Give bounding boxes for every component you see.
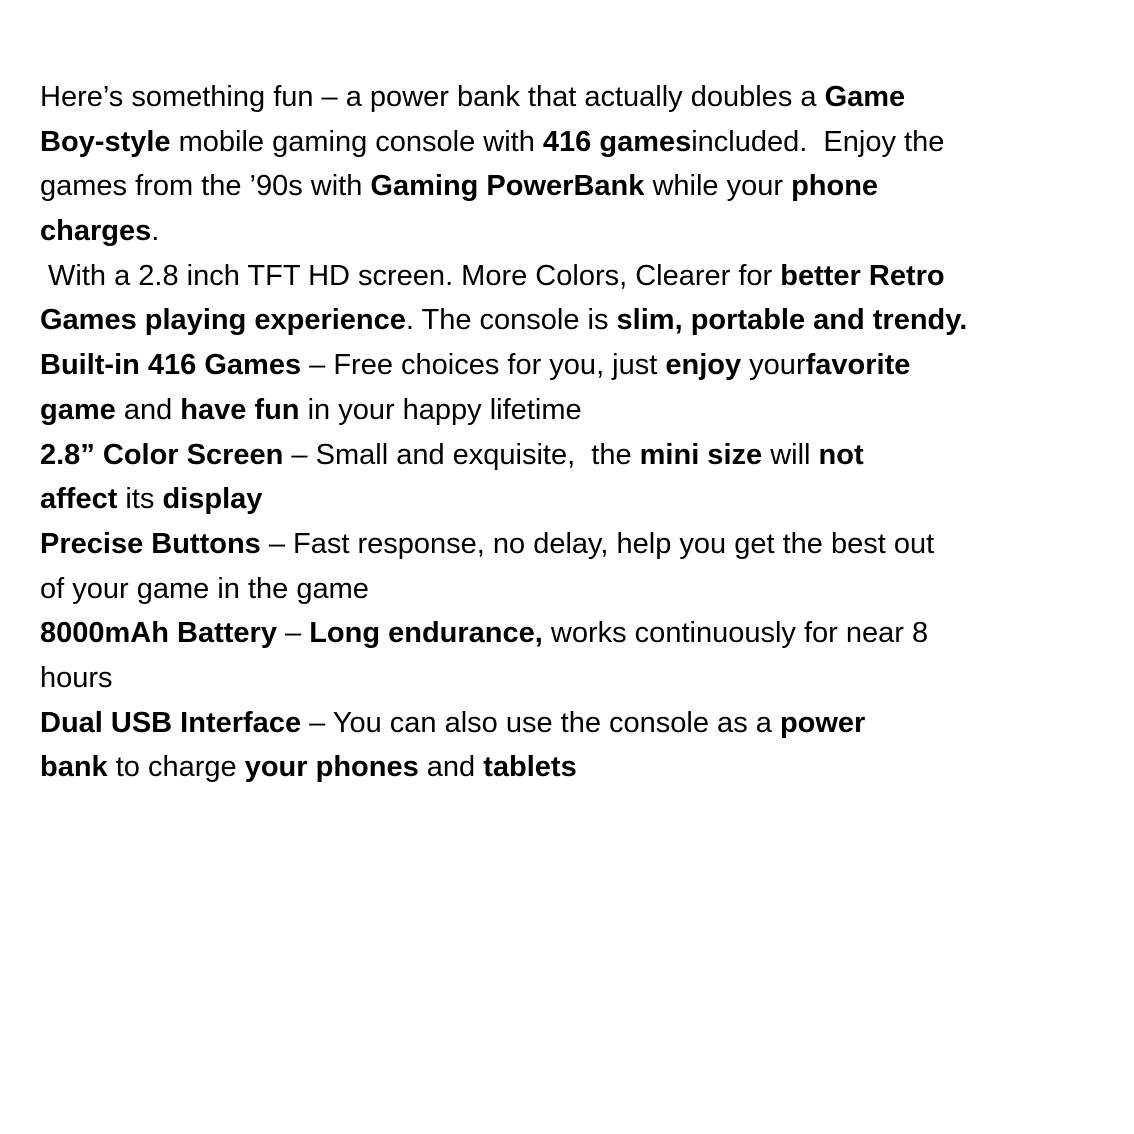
- bold-text-run: Long endurance,: [309, 617, 543, 650]
- text-run: works continuously for near 8: [542, 617, 929, 650]
- text-run: in your happy lifetime: [299, 393, 582, 426]
- bold-text-run: tablets: [483, 751, 577, 784]
- text-run: – Fast response, no delay, help you get the best out: [260, 527, 935, 560]
- text-run: . The console is: [405, 304, 617, 337]
- text-line: [40, 254, 1125, 299]
- bold-text-run: enjoy: [665, 349, 742, 382]
- bold-text-run: display: [162, 483, 263, 516]
- text-line: [40, 75, 1125, 120]
- text-line: [40, 164, 1125, 209]
- bold-text-run: your phones: [244, 751, 419, 784]
- bold-text-run: favorite: [805, 349, 911, 382]
- text-line: [40, 477, 1125, 522]
- text-line: [40, 567, 1125, 612]
- text-line: [40, 611, 1125, 656]
- text-run: to charge: [107, 751, 245, 784]
- text-run: your: [741, 349, 806, 382]
- text-run: – Free choices for you, just: [301, 349, 666, 382]
- bold-text-run: bank: [40, 751, 108, 784]
- bold-text-run: have fun: [180, 393, 300, 426]
- text-run: and: [418, 751, 484, 784]
- bold-text-run: Games playing experience: [40, 304, 406, 337]
- bold-text-run: charges: [40, 215, 152, 248]
- text-line: [40, 522, 1125, 567]
- text-line: [40, 701, 1125, 746]
- bold-text-run: 416 games: [542, 125, 692, 158]
- text-line: [40, 433, 1125, 478]
- text-run: With a 2.8 inch TFT HD screen. More Colors, Clearer for: [40, 259, 781, 292]
- text-run: of your game in the game: [40, 572, 369, 605]
- text-run: – Small and exquisite, the: [283, 438, 640, 471]
- bold-text-run: Dual USB Interface: [40, 706, 302, 739]
- text-line: [40, 745, 1125, 790]
- text-run: games from the ’90s with: [40, 170, 371, 203]
- bold-text-run: Game: [824, 81, 906, 113]
- bold-text-run: mini size: [639, 438, 763, 471]
- bold-text-run: affect: [40, 483, 118, 516]
- text-run: –: [276, 617, 310, 650]
- bold-text-run: Gaming PowerBank: [370, 170, 645, 203]
- text-line: [40, 343, 1125, 388]
- bold-text-run: Built-in 416 Games: [40, 349, 302, 382]
- text-run: hours: [40, 661, 113, 694]
- bold-text-run: better Retro: [780, 259, 945, 292]
- bold-text-run: 2.8” Color Screen: [40, 438, 284, 471]
- bold-text-run: 8000mAh Battery: [40, 617, 277, 650]
- text-line: [40, 656, 1125, 701]
- bold-text-run: not: [818, 438, 864, 471]
- text-run: .: [151, 215, 160, 248]
- bold-text-run: slim, portable and trendy.: [616, 304, 968, 337]
- text-run: while your: [644, 170, 792, 203]
- text-line: [40, 298, 1125, 343]
- bold-text-run: game: [40, 393, 116, 426]
- bold-text-run: Precise Buttons: [40, 527, 261, 560]
- text-line: [40, 209, 1125, 254]
- text-run: Here’s something fun – a power bank that actually doubles a: [40, 81, 825, 113]
- text-line: [40, 388, 1125, 433]
- bold-text-run: Boy-style: [40, 125, 171, 158]
- text-line: [40, 120, 1125, 165]
- text-run: will: [762, 438, 819, 471]
- text-run: and: [115, 393, 181, 426]
- bold-text-run: phone: [791, 170, 879, 203]
- text-run: included. Enjoy the: [691, 125, 945, 158]
- text-run: its: [117, 483, 163, 516]
- text-run: – You can also use the console as a: [301, 706, 780, 739]
- bold-text-run: power: [779, 706, 866, 739]
- text-run: mobile gaming console with: [170, 125, 543, 158]
- description-text-block: [40, 75, 1125, 790]
